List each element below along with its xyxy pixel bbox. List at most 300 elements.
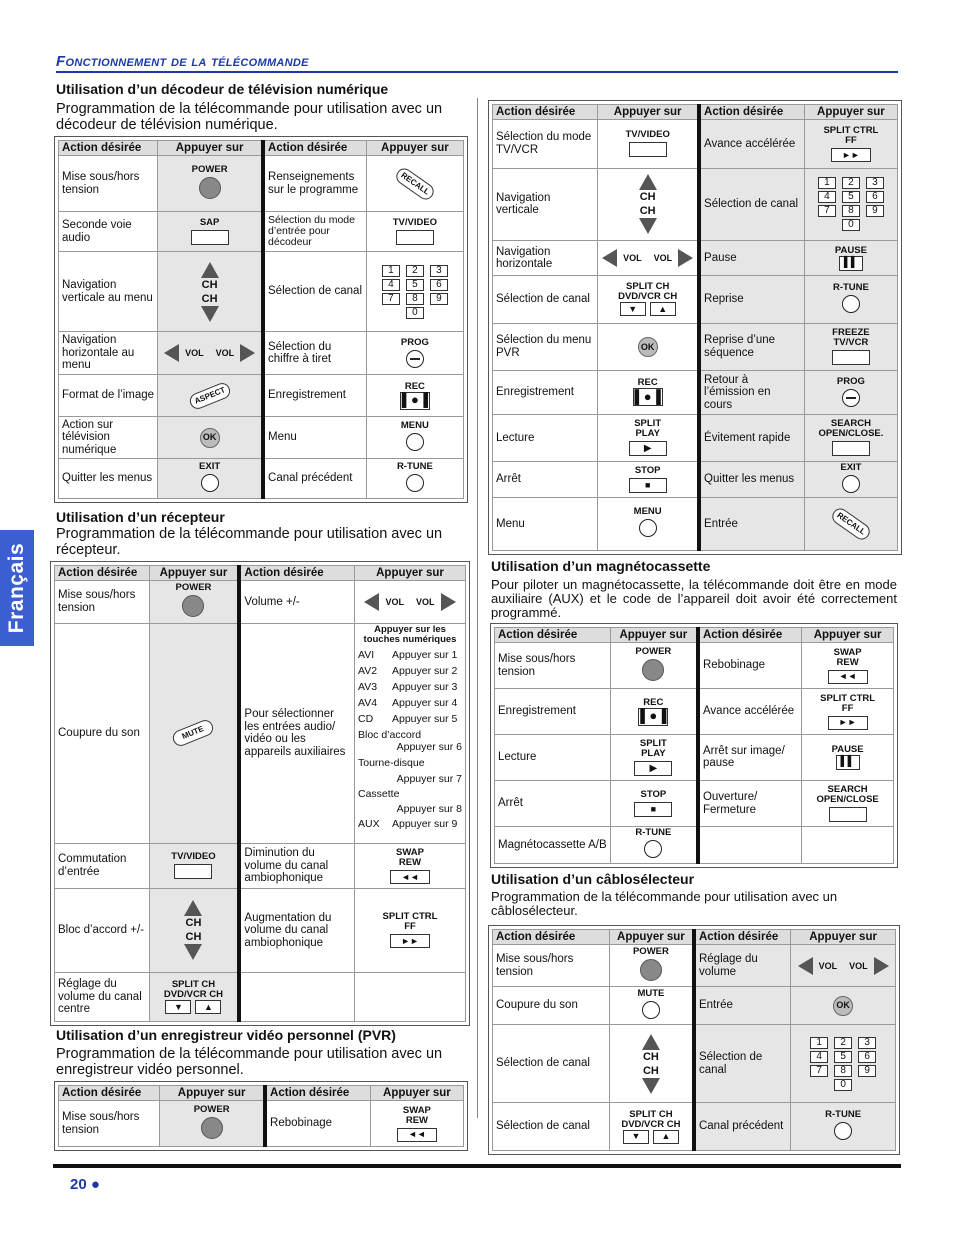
vol-up-icon — [874, 957, 889, 975]
key-label: CH — [642, 1050, 659, 1063]
col-header: Appuyer sur — [158, 141, 263, 156]
col-header: Action désirée — [239, 566, 354, 581]
key-label: VOL — [849, 960, 868, 971]
action-label: Magnétocassette A/B — [495, 827, 611, 864]
table-cablo — [488, 925, 900, 1155]
aspect-button-icon: ASPECT — [187, 380, 232, 411]
action-label: Avance accélérée — [699, 120, 804, 168]
vol-up-icon — [441, 593, 456, 611]
action-label: Retour à l’émission en cours — [699, 370, 804, 414]
rewind-button-icon: ◄◄ — [828, 670, 868, 684]
key-label: VOL — [185, 347, 204, 358]
ch-down-icon — [201, 306, 219, 322]
search-button-icon — [829, 807, 867, 822]
col-header: Appuyer sur — [802, 628, 894, 643]
table-pvr-part1 — [54, 1081, 468, 1151]
numeric-keypad-icon — [804, 168, 897, 241]
action-label: Enregistrement — [493, 370, 598, 414]
ch-up-icon — [201, 262, 219, 278]
header-rule — [56, 71, 898, 73]
vol-down-icon — [602, 249, 617, 267]
col-header: Action désirée — [493, 105, 598, 120]
col-header: Action désirée — [59, 1086, 160, 1101]
stop-button-icon: ■ — [629, 478, 667, 493]
digit-key: 9 — [858, 1065, 876, 1077]
aux-input-name: AV3 — [358, 680, 378, 693]
mute-button-icon: MUTE — [171, 718, 216, 749]
numeric-keypad-icon — [366, 252, 463, 332]
tv-video-button-icon — [629, 142, 667, 157]
ch-up-icon — [642, 1034, 660, 1050]
digit-key: 3 — [858, 1037, 876, 1049]
footer-rule — [53, 1164, 901, 1168]
menu-button-icon — [406, 433, 424, 451]
action-label: Navigation verticale au menu — [59, 252, 158, 332]
digit-key: 6 — [866, 191, 884, 203]
side-tab-label: Français — [5, 542, 29, 634]
key-label: REC — [643, 696, 664, 708]
key-label: CH — [185, 931, 202, 944]
col-header: Action désirée — [59, 141, 158, 156]
digit-key: 6 — [430, 279, 448, 291]
col-header: Action désirée — [694, 930, 791, 945]
key-label: OPEN/CLOSE. — [818, 428, 884, 440]
aux-input-key: Appuyer sur 9 — [392, 817, 458, 830]
col-header: Appuyer sur — [804, 105, 897, 120]
table-recepteur — [50, 561, 470, 1026]
key-label: TV/VIDEO — [625, 129, 670, 141]
key-label: CH — [201, 292, 218, 305]
digit-key: 4 — [818, 191, 836, 203]
record-button-icon: ▌●▐ — [400, 392, 430, 410]
key-label: EXIT — [199, 460, 221, 472]
section-text-decodeur: Programmation de la télécommande pour utilisation avec un décodeur de télévision numérique. — [56, 101, 443, 133]
action-label: Menu — [493, 498, 598, 551]
col-header: Action désirée — [699, 105, 804, 120]
section-text-recepteur: Programmation de la télécommande pour utilisation avec un récepteur. — [56, 526, 443, 558]
action-label: Volume +/- — [239, 581, 354, 623]
fast-forward-button-icon: ►► — [831, 148, 871, 162]
digit-key: 1 — [818, 177, 836, 189]
digit-key: 5 — [834, 1051, 852, 1063]
action-label: Seconde voie audio — [59, 212, 158, 252]
key-label: FF — [845, 134, 857, 146]
aux-input-name: Cassette — [358, 787, 400, 800]
action-label: Lecture — [495, 734, 611, 780]
key-label: MENU — [400, 419, 429, 431]
stop-button-icon: ■ — [634, 802, 672, 817]
key-label: MENU — [633, 506, 662, 518]
key-label: CH — [185, 917, 202, 930]
power-button-icon — [182, 595, 204, 617]
action-label: Canal précédent — [694, 1103, 791, 1151]
digit-key: 8 — [406, 293, 424, 305]
digit-key: 7 — [382, 293, 400, 305]
ch-down-icon — [642, 1078, 660, 1094]
digit-key: 7 — [818, 205, 836, 217]
key-label: POWER — [632, 946, 669, 958]
action-label: Réglage du volume du canal centre — [55, 973, 150, 1022]
action-label: Sélection de canal — [493, 1024, 610, 1102]
exit-button-icon — [201, 474, 219, 492]
col-header: Action désirée — [263, 141, 366, 156]
tv-video-button-icon — [174, 864, 212, 879]
key-label: SPLIT — [639, 737, 667, 749]
key-label: POWER — [175, 582, 212, 594]
fast-forward-button-icon: ►► — [390, 934, 430, 948]
page-number: 20 ● — [70, 1176, 100, 1193]
key-label: PAUSE — [834, 244, 867, 256]
action-label: Coupure du son — [493, 987, 610, 1025]
key-label: VOL — [416, 596, 435, 607]
action-label: Rebobinage — [265, 1101, 370, 1147]
pause-button-icon: ▌▌ — [836, 755, 860, 770]
key-label: PLAY — [635, 428, 660, 440]
mute-button-icon — [642, 1001, 660, 1019]
key-label: R-TUNE — [825, 1108, 862, 1120]
action-label: Navigation verticale — [493, 168, 598, 241]
section-text-magnetocassette: Pour piloter un magnétocassette, la télécommande doit être en mode auxiliaire (AUX) et le code de l’appareil doit avoir été correctement programmé. — [491, 577, 897, 620]
key-label: SWAP — [402, 1104, 431, 1116]
pause-button-icon: ▌▌ — [839, 256, 863, 271]
vol-down-icon — [164, 344, 179, 362]
prog-button-icon — [406, 350, 424, 368]
key-label: R-TUNE — [635, 827, 672, 839]
digit-key: 0 — [842, 219, 860, 231]
digit-key: 6 — [858, 1051, 876, 1063]
key-label: PROG — [400, 337, 429, 348]
ch-down-icon — [639, 218, 657, 234]
col-header: Appuyer sur — [791, 930, 896, 945]
aux-input-key: Appuyer sur 8 — [396, 802, 462, 815]
key-label: SEARCH — [830, 418, 871, 430]
action-label: Canal précédent — [263, 459, 366, 499]
key-label: DVD/VCR CH — [618, 291, 678, 303]
key-label: OPEN/CLOSE — [816, 794, 879, 806]
action-label: Pause — [699, 241, 804, 275]
section-title-magnetocassette: Utilisation d’un magnétocassette — [491, 558, 711, 574]
column-divider — [477, 98, 478, 1118]
action-label: Sélection du chiffre à tiret — [263, 332, 366, 375]
ch-up-small-icon: ▲ — [650, 302, 676, 316]
key-label: POWER — [635, 645, 672, 657]
action-label: Sélection du mode d’entrée pour décodeur — [263, 212, 366, 252]
power-button-icon — [642, 659, 664, 681]
key-label: SPLIT CTRL — [820, 692, 876, 704]
ch-down-small-icon: ▼ — [623, 1130, 649, 1144]
action-label: Mise sous/hors tension — [59, 156, 158, 212]
language-side-tab — [0, 530, 34, 646]
key-label: CH — [642, 1064, 659, 1077]
key-label: REC — [637, 377, 658, 389]
action-label: Rebobinage — [698, 643, 802, 689]
digit-key: 1 — [382, 265, 400, 277]
action-label: Renseignements sur le programme — [263, 156, 366, 212]
exit-button-icon — [842, 475, 860, 493]
key-label: SWAP — [833, 646, 862, 658]
prog-button-icon — [842, 389, 860, 407]
action-label: Mise sous/hors tension — [55, 581, 150, 623]
col-header: Action désirée — [55, 566, 150, 581]
key-label: SWAP — [396, 846, 424, 858]
key-label: DVD/VCR CH — [163, 989, 224, 1001]
key-label: SPLIT CH — [629, 1108, 673, 1120]
key-label: REC — [404, 380, 425, 392]
digit-key: 0 — [406, 307, 424, 319]
aux-input-name: AVI — [358, 648, 375, 661]
aux-input-key: Appuyer sur 1 — [392, 648, 458, 661]
record-button-icon: ▌●▐ — [633, 388, 663, 406]
key-label: REW — [836, 656, 859, 668]
key-label: SPLIT CH — [171, 979, 216, 991]
action-label: Arrêt — [495, 780, 611, 826]
action-label: Sélection de canal — [493, 275, 598, 323]
action-label: Enregistrement — [495, 689, 611, 734]
action-label: Menu — [263, 417, 366, 459]
action-label: Lecture — [493, 415, 598, 461]
ch-down-small-icon: ▼ — [165, 1000, 191, 1014]
key-label: TV/VIDEO — [171, 851, 216, 863]
action-label: Navigation horizontale au menu — [59, 332, 158, 375]
key-label: POWER — [191, 163, 228, 175]
recall-button-icon: RECALL — [829, 506, 873, 543]
key-label: TV/VIDEO — [392, 217, 438, 228]
aux-input-list — [358, 648, 462, 831]
col-header: Action désirée — [698, 628, 802, 643]
section-title-pvr: Utilisation d’un enregistreur vidéo personnel (PVR) — [56, 1027, 396, 1043]
col-header: Appuyer sur — [609, 930, 694, 945]
digit-key: 8 — [842, 205, 860, 217]
key-label: REW — [398, 856, 422, 868]
digit-key: 2 — [406, 265, 424, 277]
section-title-decodeur: Utilisation d’un décodeur de télévision numérique — [56, 81, 389, 97]
action-label: Évitement rapide — [699, 415, 804, 461]
digit-key: 2 — [842, 177, 860, 189]
page-header-title: Fonctionnement de la télécommande — [56, 53, 309, 70]
play-button-icon: ▶ — [629, 441, 667, 456]
ch-down-small-icon: ▼ — [620, 302, 646, 316]
key-label: DVD/VCR CH — [621, 1118, 681, 1130]
aux-input-name: Tourne-disque — [358, 756, 425, 769]
key-label: CH — [201, 278, 218, 291]
action-label: Arrêt — [493, 461, 598, 498]
col-header: Action désirée — [493, 930, 610, 945]
aux-input-name: AUX — [358, 817, 380, 830]
vol-up-icon — [240, 344, 255, 362]
aux-input-name: AV4 — [358, 696, 378, 709]
col-header: Appuyer sur — [355, 566, 466, 581]
action-label: Format de l’image — [59, 375, 158, 417]
digit-key: 9 — [430, 293, 448, 305]
digit-key: 0 — [834, 1079, 852, 1091]
action-label: Sélection de canal — [493, 1103, 610, 1151]
action-label: Navigation horizontale — [493, 241, 598, 275]
action-label: Avance accélérée — [698, 689, 802, 734]
col-header: Appuyer sur — [149, 566, 239, 581]
key-label: VOL — [385, 596, 404, 607]
action-label: Reprise — [699, 275, 804, 323]
key-label: VOL — [653, 252, 673, 263]
key-label: SPLIT CH — [626, 281, 670, 293]
key-label: POWER — [193, 1103, 230, 1115]
digit-key: 1 — [810, 1037, 828, 1049]
action-label: Arrêt sur image/ pause — [698, 734, 802, 780]
ch-up-icon — [184, 900, 202, 916]
key-label: STOP — [640, 789, 667, 801]
action-label: Mise sous/hors tension — [495, 643, 611, 689]
key-label: PAUSE — [831, 743, 864, 755]
digit-key: 5 — [842, 191, 860, 203]
key-label: VOL — [215, 347, 235, 358]
action-label: Sélection du menu PVR — [493, 324, 598, 370]
col-header: Action désirée — [495, 628, 611, 643]
key-label: SPLIT CTRL — [823, 124, 879, 136]
table-magnetocassette — [490, 623, 898, 868]
action-label: Quitter les menus — [699, 461, 804, 498]
digit-key: 5 — [406, 279, 424, 291]
key-label: MUTE — [637, 987, 665, 999]
table-decodeur — [54, 136, 468, 503]
col-header: Appuyer sur — [598, 105, 699, 120]
ch-up-small-icon: ▲ — [195, 1000, 221, 1014]
aux-input-key: Appuyer sur 7 — [396, 772, 462, 785]
power-button-icon — [201, 1117, 223, 1139]
key-label: SPLIT CTRL — [382, 911, 438, 923]
aux-input-key: Appuyer sur 3 — [392, 680, 458, 693]
section-text-pvr: Programmation de la télécommande pour utilisation avec un enregistreur vidéo personnel. — [56, 1046, 443, 1078]
key-label: FF — [404, 921, 416, 933]
key-label: TV/VCR — [833, 337, 869, 349]
empty-cell — [355, 973, 466, 1022]
power-button-icon — [640, 959, 662, 981]
key-label: SPLIT — [634, 418, 662, 430]
action-label: Sélection de canal — [263, 252, 366, 332]
key-label: R-TUNE — [832, 281, 869, 293]
record-button-icon: ▌●▐ — [638, 708, 668, 726]
key-label: PROG — [836, 376, 865, 388]
aux-instructions-heading: Appuyer sur les touches numériques — [363, 623, 457, 645]
key-label: STOP — [634, 464, 661, 476]
sap-button-icon — [191, 230, 229, 245]
empty-cell — [802, 827, 894, 864]
ok-button-icon: OK — [200, 428, 220, 448]
key-label: VOL — [818, 960, 838, 971]
table-pvr-part2 — [488, 100, 902, 555]
action-label: Ouverture/ Fermeture — [698, 780, 802, 826]
section-title-cablo: Utilisation d’un câblosélecteur — [491, 871, 695, 887]
rtune-button-icon — [644, 840, 662, 858]
action-label: Entrée — [699, 498, 804, 551]
action-label: Augmentation du volume du canal ambiophonique — [239, 888, 354, 973]
action-label: Mise sous/hors tension — [59, 1101, 160, 1147]
action-label: Sélection du mode TV/VCR — [493, 120, 598, 168]
search-button-icon — [832, 441, 870, 456]
action-label: Reprise d’une séquence — [699, 324, 804, 370]
digit-key: 4 — [810, 1051, 828, 1063]
key-label: SAP — [199, 217, 220, 228]
menu-button-icon — [639, 519, 657, 537]
col-header: Action désirée — [265, 1086, 370, 1101]
play-button-icon: ▶ — [634, 761, 672, 776]
col-header: Appuyer sur — [366, 141, 463, 156]
action-label: Commutation d’entrée — [55, 844, 150, 888]
col-header: Appuyer sur — [160, 1086, 265, 1101]
section-title-recepteur: Utilisation d’un récepteur — [56, 509, 225, 525]
digit-key: 4 — [382, 279, 400, 291]
aux-input-key: Appuyer sur 5 — [392, 712, 458, 725]
numeric-keypad-icon — [791, 1024, 896, 1102]
rtune-button-icon — [834, 1122, 852, 1140]
fast-forward-button-icon: ►► — [828, 716, 868, 730]
ok-button-icon: OK — [638, 337, 658, 357]
key-label: EXIT — [840, 461, 862, 473]
ok-button-icon: OK — [833, 996, 853, 1016]
action-label: Enregistrement — [263, 375, 366, 417]
empty-cell — [239, 973, 354, 1022]
digit-key: 9 — [866, 205, 884, 217]
vol-up-icon — [678, 249, 693, 267]
key-label: R-TUNE — [396, 460, 433, 472]
digit-key: 3 — [430, 265, 448, 277]
vol-down-icon — [798, 957, 813, 975]
tv-video-button-icon — [396, 230, 434, 245]
rtune-button-icon — [406, 474, 424, 492]
key-label: VOL — [623, 252, 642, 263]
vol-down-icon — [364, 593, 379, 611]
action-label: Quitter les menus — [59, 459, 158, 499]
key-label: PLAY — [641, 747, 666, 759]
key-label: FREEZE — [832, 327, 870, 339]
aux-input-name: AV2 — [358, 664, 378, 677]
rewind-button-icon: ◄◄ — [397, 1128, 437, 1142]
aux-input-key: Appuyer sur 2 — [392, 664, 458, 677]
key-label: REW — [405, 1114, 428, 1126]
action-label: Pour sélectionner les entrées audio/ vidéo ou les appareils auxiliaires — [239, 623, 354, 843]
section-text-cablo: Programmation de la télécommande pour utilisation avec un câblosélecteur. — [491, 889, 838, 918]
ch-down-icon — [184, 944, 202, 960]
key-label: CH — [639, 205, 656, 218]
action-label: Sélection de canal — [694, 1024, 791, 1102]
freeze-button-icon — [832, 350, 870, 365]
empty-cell — [698, 827, 802, 864]
recall-button-icon: RECALL — [393, 165, 437, 202]
col-header: Appuyer sur — [610, 628, 698, 643]
ch-up-small-icon: ▲ — [653, 1130, 679, 1144]
digit-key: 2 — [834, 1037, 852, 1049]
action-label: Bloc d’accord +/- — [55, 888, 150, 973]
ch-up-icon — [639, 174, 657, 190]
key-label: FF — [841, 702, 854, 714]
key-label: CH — [639, 191, 656, 204]
action-label: Entrée — [694, 987, 791, 1025]
action-label: Action sur télévision numérique — [59, 417, 158, 459]
rtune-button-icon — [842, 295, 860, 313]
rewind-button-icon: ◄◄ — [390, 870, 430, 884]
digit-key: 7 — [810, 1065, 828, 1077]
aux-input-key: Appuyer sur 6 — [396, 740, 462, 753]
power-button-icon — [199, 177, 221, 199]
digit-key: 3 — [866, 177, 884, 189]
digit-key: 8 — [834, 1065, 852, 1077]
key-label: SEARCH — [827, 784, 868, 796]
action-label: Diminution du volume du canal ambiophonique — [239, 844, 354, 888]
action-label: Mise sous/hors tension — [493, 945, 610, 987]
action-label: Réglage du volume — [694, 945, 791, 987]
col-header: Appuyer sur — [370, 1086, 463, 1101]
aux-input-key: Appuyer sur 4 — [392, 696, 458, 709]
action-label: Sélection de canal — [699, 168, 804, 241]
action-label: Coupure du son — [55, 623, 150, 843]
